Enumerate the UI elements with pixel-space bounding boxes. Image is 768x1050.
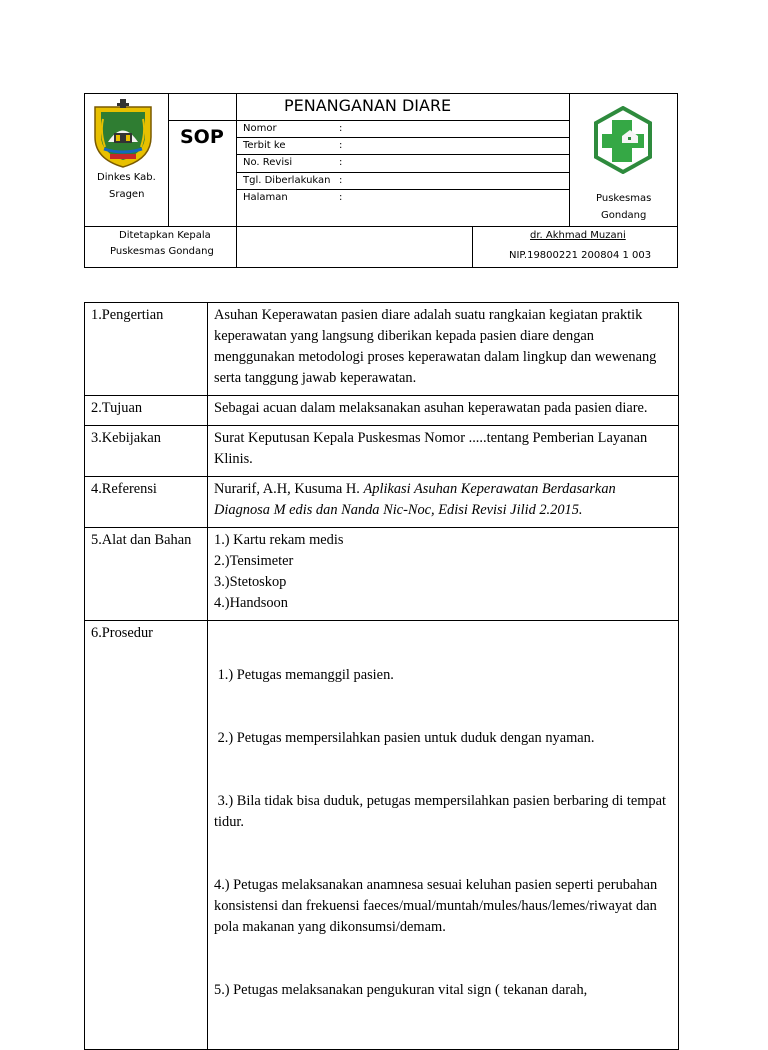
list-item: 1.) Kartu rekam medis <box>214 532 344 548</box>
right-org-line2: Gondang <box>601 210 647 221</box>
field-nomor-sep: : <box>339 123 343 134</box>
list-item: 1.) Petugas memanggil pasien. <box>214 667 394 683</box>
sragen-emblem-logo <box>90 97 156 169</box>
referensi-title: Aplikasi Asuhan Keperawatan Berdasarkan Diagnosa M edis dan Nanda Nic-Noc, Edisi Revisi Jilid 2.2015. <box>214 481 616 518</box>
field-terbit-sep: : <box>339 140 343 151</box>
sop-header <box>84 93 678 268</box>
table-row <box>85 477 679 528</box>
left-org-line1: Dinkes Kab. <box>97 172 156 183</box>
list-prosedur <box>208 621 679 1050</box>
field-nomor-label: Nomor <box>243 123 277 134</box>
field-revisi-sep: : <box>339 157 343 168</box>
list-item: 3.)Stetoskop <box>214 574 287 590</box>
table-row <box>85 396 679 426</box>
referensi-authors: Nurarif, A.H, Kusuma H. <box>214 481 364 497</box>
list-item: 2.) Petugas mempersilahkan pasien untuk duduk dengan nyaman. <box>214 730 595 746</box>
table-row <box>85 426 679 477</box>
table-row <box>85 303 679 396</box>
document-title: PENANGANAN DIARE <box>284 96 452 115</box>
list-alat <box>208 528 679 621</box>
field-halaman-label: Halaman <box>243 192 288 203</box>
field-revisi-label: No. Revisi <box>243 157 293 168</box>
field-halaman-sep: : <box>339 192 343 203</box>
list-item: 5.) Petugas melaksanakan pengukuran vital sign ( tekanan darah, <box>214 982 588 998</box>
field-tgl-label: Tgl. Diberlakukan <box>243 175 331 186</box>
right-org-line1: Puskesmas <box>596 193 652 204</box>
list-item: 3.) Bila tidak bisa duduk, petugas mempersilahkan pasien berbaring di tempat tidur. <box>214 793 670 830</box>
text-tujuan: Sebagai acuan dalam melaksanakan asuhan keperawatan pada pasien diare. <box>208 396 679 426</box>
signer-name: dr. Akhmad Muzani <box>530 230 626 241</box>
table-row <box>85 528 679 621</box>
label-kebijakan: 3.Kebijakan <box>85 426 208 477</box>
approval-line1: Ditetapkan Kepala <box>119 230 211 241</box>
text-kebijakan: Surat Keputusan Kepala Puskesmas Nomor .....tentang Pemberian Layanan Klinis. <box>208 426 679 477</box>
approval-line2: Puskesmas Gondang <box>110 246 214 257</box>
list-item: 4.) Petugas melaksanakan anamnesa sesuai keluhan pasien seperti perubahan konsistensi dan frekuensi faeces/mual/muntah/mules/haus/lemes/riwayat dan pola makanan yang dikonsumsi/demam. <box>214 877 661 935</box>
field-terbit-label: Terbit ke <box>243 140 286 151</box>
label-tujuan: 2.Tujuan <box>85 396 208 426</box>
text-pengertian: Asuhan Keperawatan pasien diare adalah suatu rangkaian kegiatan praktik keperawatan yang langsung diberikan kepada pasien diare dengan menggunakan metodologi proses keperawatan dalam lingkup dan wewenang serta tanggung jawab keperawatan. <box>208 303 679 396</box>
label-alat: 5.Alat dan Bahan <box>85 528 208 621</box>
list-item: 2.)Tensimeter <box>214 553 294 569</box>
field-tgl-sep: : <box>339 175 343 186</box>
signer-nip: NIP.19800221 200804 1 003 <box>509 250 652 261</box>
label-prosedur: 6.Prosedur <box>85 621 208 1050</box>
sop-content-table <box>84 302 679 1050</box>
list-item: 4.)Handsoon <box>214 595 288 611</box>
left-org-line2: Sragen <box>109 189 145 200</box>
label-referensi: 4.Referensi <box>85 477 208 528</box>
puskesmas-logo <box>592 106 654 174</box>
text-referensi <box>208 477 679 528</box>
label-pengertian: 1.Pengertian <box>85 303 208 396</box>
table-row <box>85 621 679 1050</box>
sop-label: SOP <box>180 126 224 148</box>
